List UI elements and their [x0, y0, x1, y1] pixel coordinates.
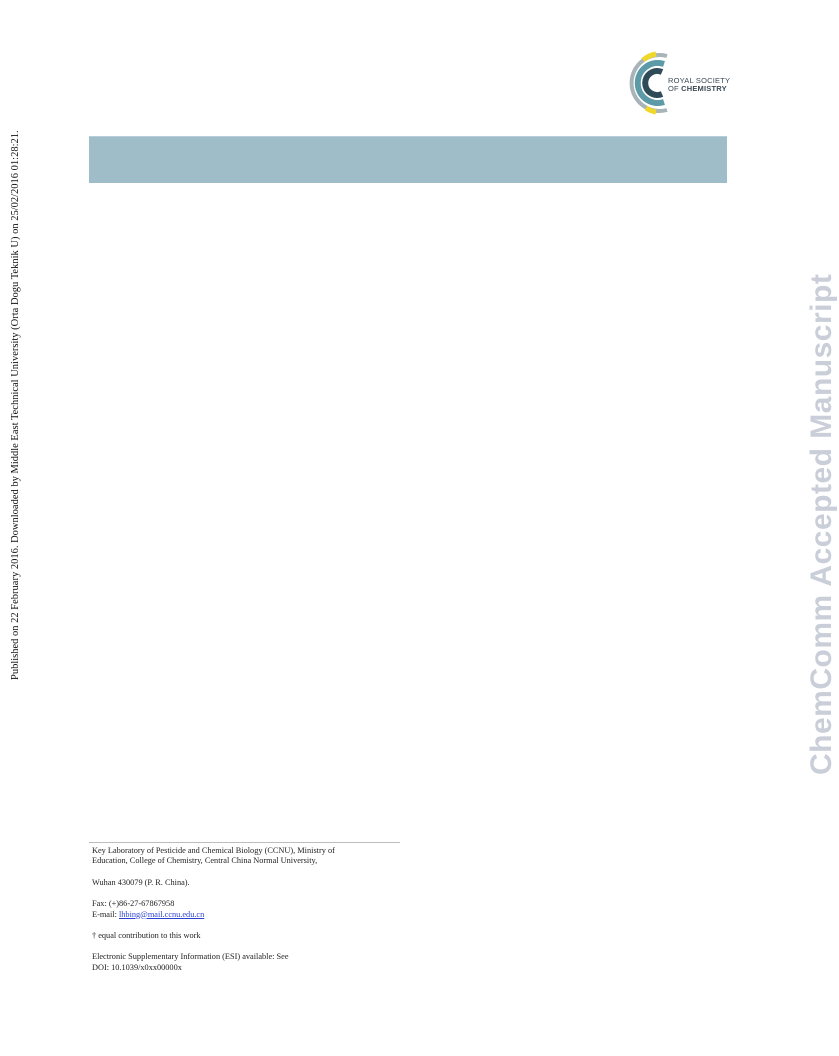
email-label: E-mail:	[92, 909, 119, 919]
published-notice: Published on 22 February 2016. Downloaded by Middle East Technical University (Orta Dogu Teknik U) on 25/02/2016 01:28:21.	[10, 130, 21, 680]
esi-note-line1: Electronic Supplementary Information (ESI) available: See	[92, 952, 289, 962]
logo-text-chemistry: CHEMISTRY	[681, 84, 727, 93]
affiliation-address: Wuhan 430079 (P. R. China).	[92, 877, 190, 887]
affiliation-line1: Key Laboratory of Pesticide and Chemical Biology (CCNU), Ministry of	[92, 846, 335, 855]
logo-text-line1: ROYAL SOCIETY	[668, 76, 731, 85]
journal-header-banner	[89, 136, 727, 183]
logo-text-of: OF	[668, 84, 679, 93]
fax-number: Fax: (+)86-27-67867958	[92, 899, 175, 909]
logo-text-line2	[668, 85, 730, 93]
footnotes	[92, 846, 412, 973]
rsc-logo	[634, 50, 734, 116]
email-line	[92, 910, 412, 920]
email-link[interactable]: lhbing@mail.ccnu.edu.cn	[118, 909, 205, 919]
affiliation-line2: Education, College of Chemistry, Central China Normal University,	[92, 856, 318, 866]
accepted-manuscript-watermark: ChemComm Accepted Manuscript	[805, 273, 838, 775]
footnote-divider	[89, 842, 400, 843]
equal-contribution-note: † equal contribution to this work	[92, 931, 201, 941]
esi-note-line2: DOI: 10.1039/x0xx00000x	[92, 962, 182, 972]
